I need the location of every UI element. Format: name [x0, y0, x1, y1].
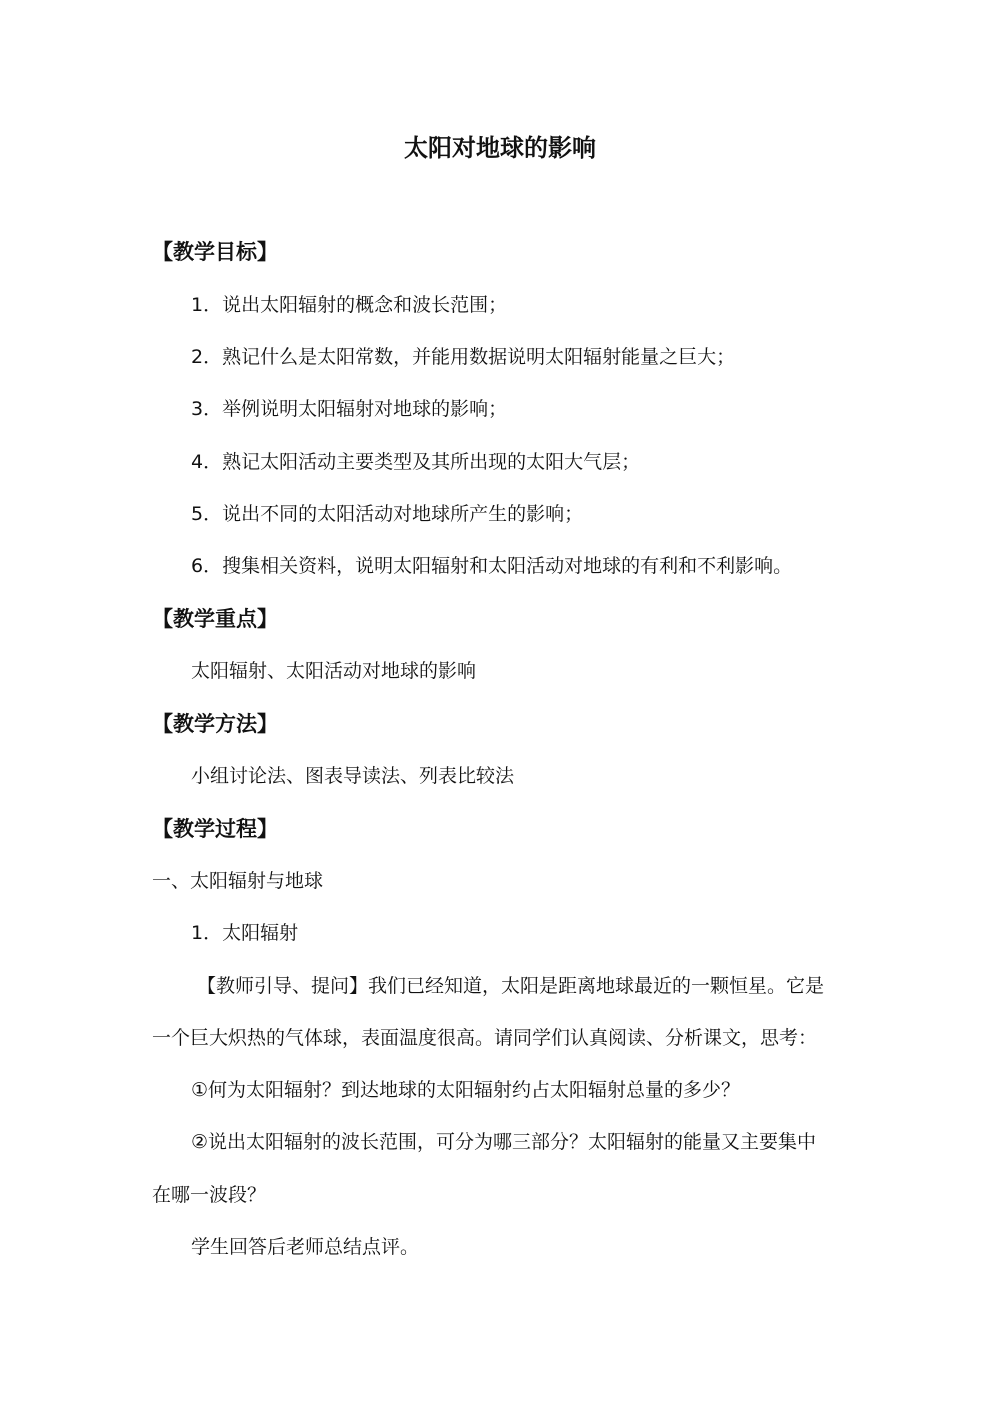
- process-question-1: ①何为太阳辐射？到达地球的太阳辐射约占太阳辐射总量的多少？: [191, 1079, 741, 1101]
- process-summary: 学生回答后老师总结点评。: [191, 1236, 420, 1258]
- objective-item-3: 3．举例说明太阳辐射对地球的影响；: [191, 398, 508, 420]
- objective-item-2: 2．熟记什么是太阳常数，并能用数据说明太阳辐射能量之巨大；: [191, 346, 736, 368]
- section-heading-methods: 【教学方法】: [152, 712, 278, 736]
- process-guide-line-1: 【教师引导、提问】我们已经知道，太阳是距离地球最近的一颗恒星。它是: [197, 975, 825, 997]
- objective-item-1: 1．说出太阳辐射的概念和波长范围；: [191, 294, 508, 316]
- document-title: 太阳对地球的影响: [404, 134, 596, 162]
- process-sub1-title: 1．太阳辐射: [191, 922, 299, 944]
- section-heading-key-points: 【教学重点】: [152, 607, 278, 631]
- process-question-2-line-2: 在哪一波段？: [152, 1184, 267, 1206]
- objective-item-4: 4．熟记太阳活动主要类型及其所出现的太阳大气层；: [191, 451, 641, 473]
- process-guide-line-2: 一个巨大炽热的气体球，表面温度很高。请同学们认真阅读、分析课文，思考：: [152, 1027, 818, 1049]
- objective-item-5: 5．说出不同的太阳活动对地球所产生的影响；: [191, 503, 584, 525]
- objective-item-6: 6．搜集相关资料，说明太阳辐射和太阳活动对地球的有利和不利影响。: [191, 555, 793, 577]
- section-heading-process: 【教学过程】: [152, 817, 278, 841]
- process-question-2-line-1: ②说出太阳辐射的波长范围，可分为哪三部分？太阳辐射的能量又主要集中: [191, 1131, 817, 1153]
- methods-text: 小组讨论法、图表导读法、列表比较法: [191, 765, 515, 787]
- key-points-text: 太阳辐射、太阳活动对地球的影响: [191, 660, 477, 682]
- process-part1-title: 一、太阳辐射与地球: [152, 870, 324, 892]
- section-heading-objectives: 【教学目标】: [152, 240, 278, 264]
